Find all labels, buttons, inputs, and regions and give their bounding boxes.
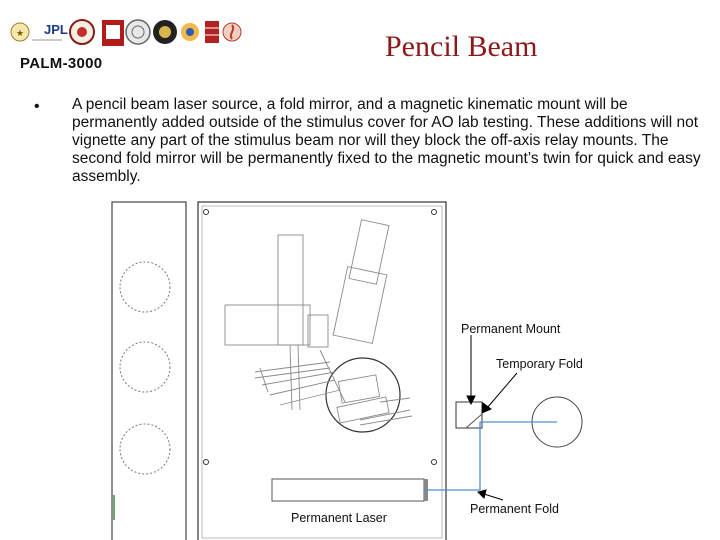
bullet-text: A pencil beam laser source, a fold mirror, and a magnetic kinematic mount will be permanently added outside of the stimulus cover for AO lab testing. These additions will not vignette any part of the stimulus beam nor will they block the off-axis relay mounts. The second fold mirror will be permanently fixed to the magnetic mount’s twin for quick and easy assembly.	[72, 96, 701, 185]
svg-text:JPL: JPL	[44, 22, 68, 37]
bench-components	[225, 220, 412, 432]
permanent-mount	[456, 402, 482, 428]
pencil-beam	[424, 422, 557, 490]
left-panel	[112, 202, 186, 540]
bullet-marker: •	[34, 98, 40, 115]
permanent-laser	[272, 479, 428, 501]
label-permanent-mount: Permanent Mount	[461, 322, 561, 336]
slide-title: Pencil Beam	[385, 30, 538, 63]
project-label: PALM-3000	[20, 55, 103, 72]
svg-text:★: ★	[15, 28, 25, 38]
label-permanent-laser: Permanent Laser	[291, 511, 387, 525]
label-permanent-fold: Permanent Fold	[470, 502, 559, 516]
label-temporary-fold: Temporary Fold	[496, 357, 583, 371]
